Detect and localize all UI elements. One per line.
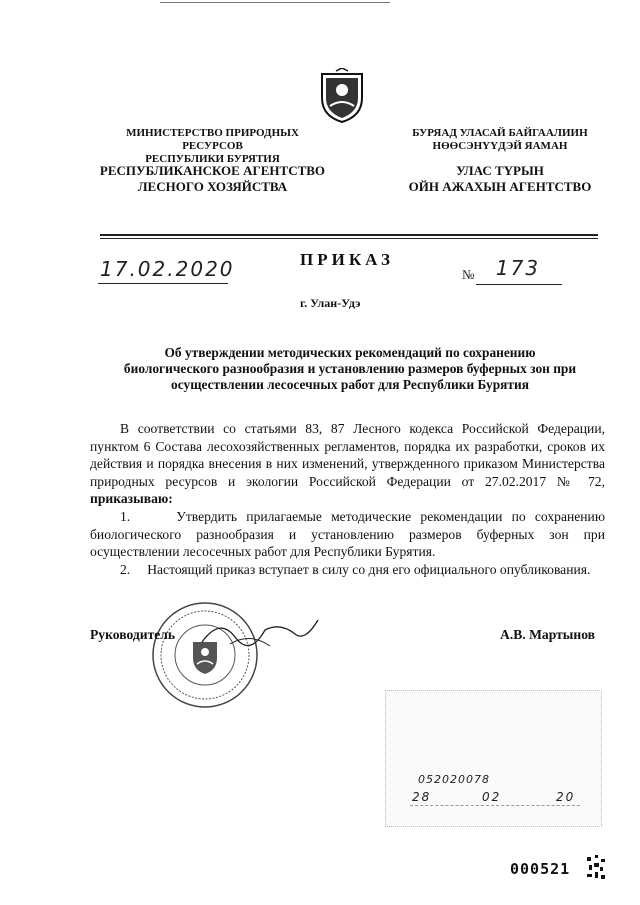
right-ministry-line1: БУРЯАД УЛАСАЙ БАЙГААЛИИН	[412, 127, 588, 139]
left-agency-line1: РЕСПУБЛИКАНСКОЕ АГЕНТСТВО	[99, 163, 326, 178]
header-divider-thick	[100, 234, 598, 236]
order-date-handwritten: 17.02.2020	[100, 257, 235, 281]
title-line-1: Об утверждении методических рекомендаций по сохранению	[164, 345, 536, 360]
title-line-3: осуществлении лесосечных работ для Республики Бурятия	[171, 377, 529, 392]
document-serial-number: 000521	[510, 860, 571, 878]
order-date-underline	[98, 283, 228, 284]
registration-date-line	[410, 805, 580, 806]
right-agency-header	[395, 163, 605, 195]
left-ministry-header	[95, 127, 330, 166]
right-ministry-line2: НӨӨСЭНҮҮДЭЙ ЯАМАН	[432, 140, 568, 152]
order-heading: ПРИКАЗ	[300, 250, 394, 269]
left-agency-header	[95, 163, 330, 195]
preamble-decree-word: приказываю:	[90, 491, 173, 507]
order-number-handwritten: 173	[495, 256, 541, 280]
coat-of-arms-emblem	[318, 68, 366, 124]
right-agency-line2: ОЙН АЖАХЫН АГЕНТСТВО	[408, 179, 592, 194]
right-ministry-header	[395, 127, 605, 153]
qr-mark-icon	[585, 853, 607, 883]
right-agency-line1: УЛАС ТҮРЫН	[456, 163, 544, 178]
preamble-paragraph	[90, 420, 605, 508]
signatory-title: Руководитель	[90, 627, 176, 642]
registration-stamp-area	[385, 690, 602, 827]
signatory-name: А.В. Мартынов	[500, 627, 596, 642]
top-edge-line	[160, 2, 390, 3]
document-body	[90, 420, 605, 578]
title-line-2: биологического разнообразия и установлению размеров буферных зон при	[123, 361, 577, 376]
document-title	[100, 345, 600, 393]
registration-year-handwritten: 20	[556, 790, 576, 804]
order-item-1: 1. Утвердить прилагаемые методические рекомендации по сохранению биологического разнообразия и установлению размеров буферных зон при осуществлении лесосечных работ для Республики Бурятия.	[90, 508, 605, 560]
preamble-text: В соответствии со статьями 83, 87 Лесного кодекса Российской Федерации, пунктом 6 Состава лесохозяйственных регламентов, порядка их разработки, сроков их действия и порядка внесения в них изменений, утвержденного приказом Министерства природных ресурсов и экологии Российской Федерации от 27.02.2017 № 72,	[90, 421, 605, 489]
order-city: г. Улан-Удэ	[300, 296, 361, 310]
signature-scribble	[200, 612, 320, 652]
left-republic-name: РЕСПУБЛИКИ БУРЯТИЯ	[145, 153, 280, 165]
order-number-label: №	[462, 267, 475, 282]
left-agency-line2: ЛЕСНОГО ХОЗЯЙСТВА	[137, 179, 288, 194]
left-ministry-name: МИНИСТЕРСТВО ПРИРОДНЫХ РЕСУРСОВ	[126, 127, 299, 152]
order-number-underline	[476, 284, 562, 285]
registration-day-handwritten: 28	[412, 790, 432, 804]
registration-month-handwritten: 02	[482, 790, 502, 804]
registration-number-handwritten: 052020078	[418, 773, 490, 786]
header-divider-thin	[100, 238, 598, 239]
order-item-2: 2. Настоящий приказ вступает в силу со дня его официального опубликования.	[120, 561, 591, 577]
